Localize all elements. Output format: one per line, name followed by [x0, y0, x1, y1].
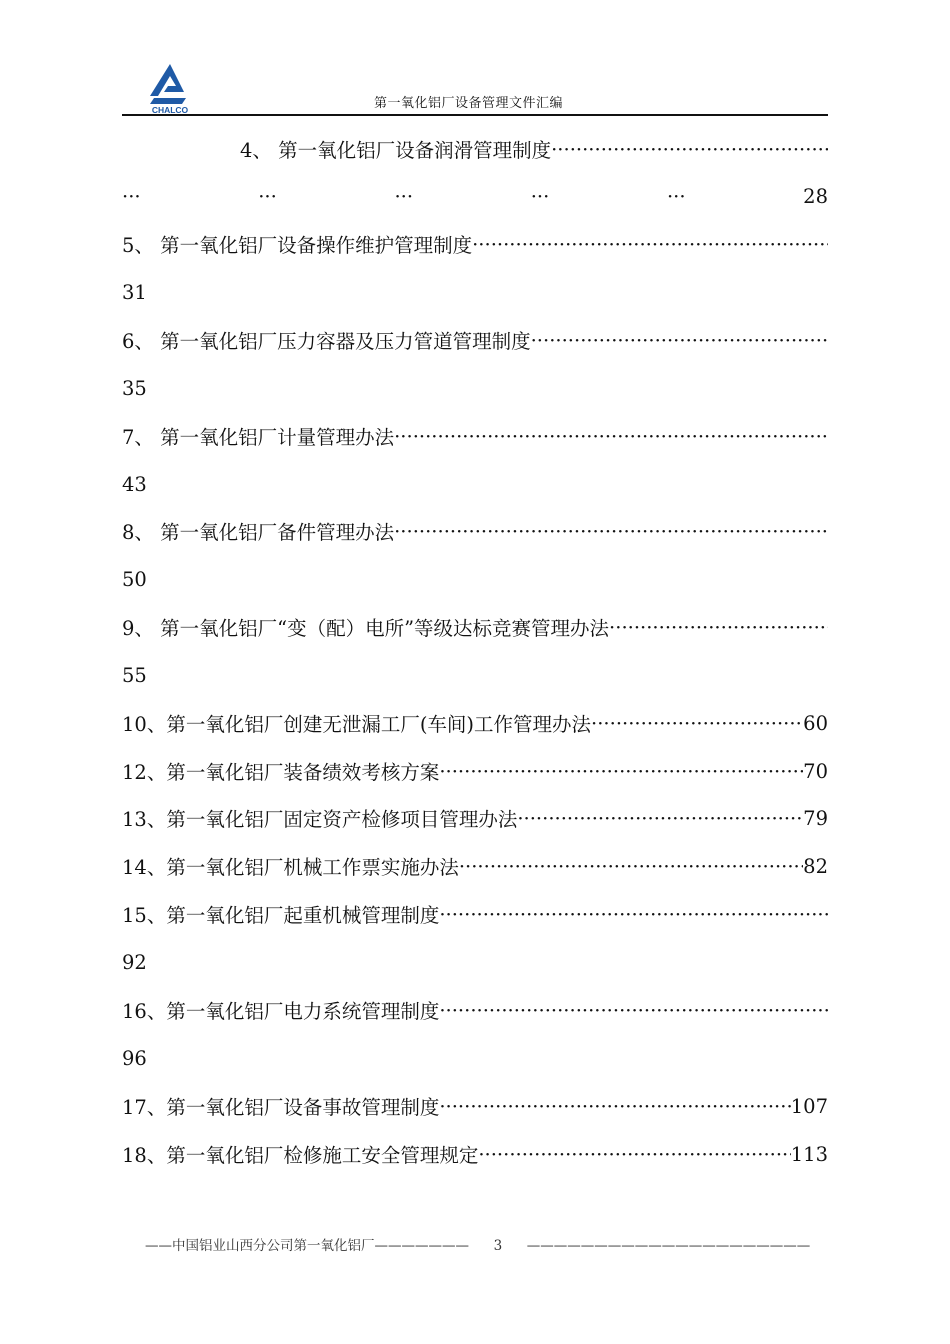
- toc-entry: [122, 756, 828, 786]
- toc-entry-title: 14、第一氧化铝厂机械工作票实施办法: [122, 856, 459, 879]
- dot-leader: [472, 233, 828, 256]
- toc-entry-title: 12、第一氧化铝厂装备绩效考核方案: [122, 761, 440, 784]
- footer-left-text: ——中国铝业山西分公司第一氧化铝厂———————: [145, 1238, 469, 1254]
- toc-entry: [122, 421, 828, 451]
- dot-leader: [517, 807, 803, 830]
- toc-entry-page: 107: [790, 1094, 828, 1118]
- toc-entry: [122, 851, 828, 881]
- dot-leader: ···: [666, 184, 686, 208]
- dot-leader: [439, 760, 803, 783]
- toc-entry: [122, 708, 828, 738]
- toc-entry-title: 6、 第一氧化铝厂压力容器及压力管道管理制度: [122, 330, 531, 353]
- toc-entry-title: 9、 第一氧化铝厂“变（配）电所”等级达标竞赛管理办法: [122, 617, 610, 640]
- toc-entry-page: 79: [803, 806, 828, 830]
- toc-entry-page: 31: [122, 281, 147, 304]
- dot-leader: [459, 855, 803, 878]
- toc-entry-page: 60: [803, 711, 828, 735]
- page-number: 3: [493, 1238, 503, 1254]
- dot-leader: ···: [530, 184, 550, 208]
- dot-leader: [439, 903, 828, 926]
- dot-leader: [478, 1143, 790, 1166]
- dot-leader: ···: [394, 184, 414, 208]
- toc-entry-page: 70: [803, 759, 828, 783]
- dot-leader: [551, 138, 828, 161]
- toc-entry-title: 18、第一氧化铝厂检修施工安全管理规定: [122, 1144, 479, 1167]
- dot-leader: [531, 329, 828, 352]
- dot-leader: [609, 616, 828, 639]
- toc-entry-page: 35: [122, 377, 147, 400]
- toc-entry: [240, 134, 828, 164]
- toc-entry-page: 55: [122, 664, 147, 687]
- toc-entry-title: 13、第一氧化铝厂固定资产检修项目管理办法: [122, 808, 518, 831]
- toc-entry: [122, 325, 828, 355]
- page-footer: [145, 1234, 810, 1254]
- toc-entry-title: 5、 第一氧化铝厂设备操作维护管理制度: [122, 234, 473, 257]
- toc-entry: [122, 229, 828, 259]
- toc-entry-page: 28: [803, 184, 828, 208]
- svg-text:CHALCO: CHALCO: [151, 105, 189, 114]
- dot-leader: [394, 425, 828, 448]
- toc-entry-title: 8、 第一氧化铝厂备件管理办法: [122, 521, 395, 544]
- dot-leader: [394, 520, 828, 543]
- dot-leader: [439, 1095, 790, 1118]
- toc-entry-title: 15、第一氧化铝厂起重机械管理制度: [122, 904, 440, 927]
- toc-entry-page: 50: [122, 568, 147, 591]
- toc-entry-page: 96: [122, 1047, 147, 1070]
- toc-entry: [122, 899, 828, 929]
- header-title: 第一氧化铝厂设备管理文件汇编: [374, 96, 564, 111]
- toc-entry: [122, 995, 828, 1025]
- toc-entry: [122, 1139, 828, 1169]
- toc-entry-page: 82: [803, 854, 828, 878]
- toc-entry: [122, 1091, 828, 1121]
- toc-entry-title: 4、 第一氧化铝厂设备润滑管理制度: [240, 139, 552, 162]
- toc-entry-title: 16、第一氧化铝厂电力系统管理制度: [122, 1000, 440, 1023]
- toc-entry-title: 10、第一氧化铝厂创建无泄漏工厂(车间)工作管理办法: [122, 713, 592, 736]
- toc-entry-page: 113: [790, 1142, 828, 1166]
- dot-leader: ···: [122, 184, 141, 208]
- dot-leader: ···: [258, 184, 277, 208]
- footer-right-text: —————————————————————: [526, 1238, 811, 1254]
- toc-entry: [122, 612, 828, 642]
- toc-entry-title: 17、第一氧化铝厂设备事故管理制度: [122, 1096, 440, 1119]
- dot-leader: [439, 999, 828, 1022]
- toc-entry-title: 7、 第一氧化铝厂计量管理办法: [122, 426, 395, 449]
- dot-leader: [591, 712, 803, 735]
- toc-entry: [122, 516, 828, 546]
- toc-entry-continuation: [122, 181, 828, 211]
- toc-entry: [122, 803, 828, 833]
- toc-entry-page: 43: [122, 473, 147, 496]
- toc-entry-page: 92: [122, 951, 147, 974]
